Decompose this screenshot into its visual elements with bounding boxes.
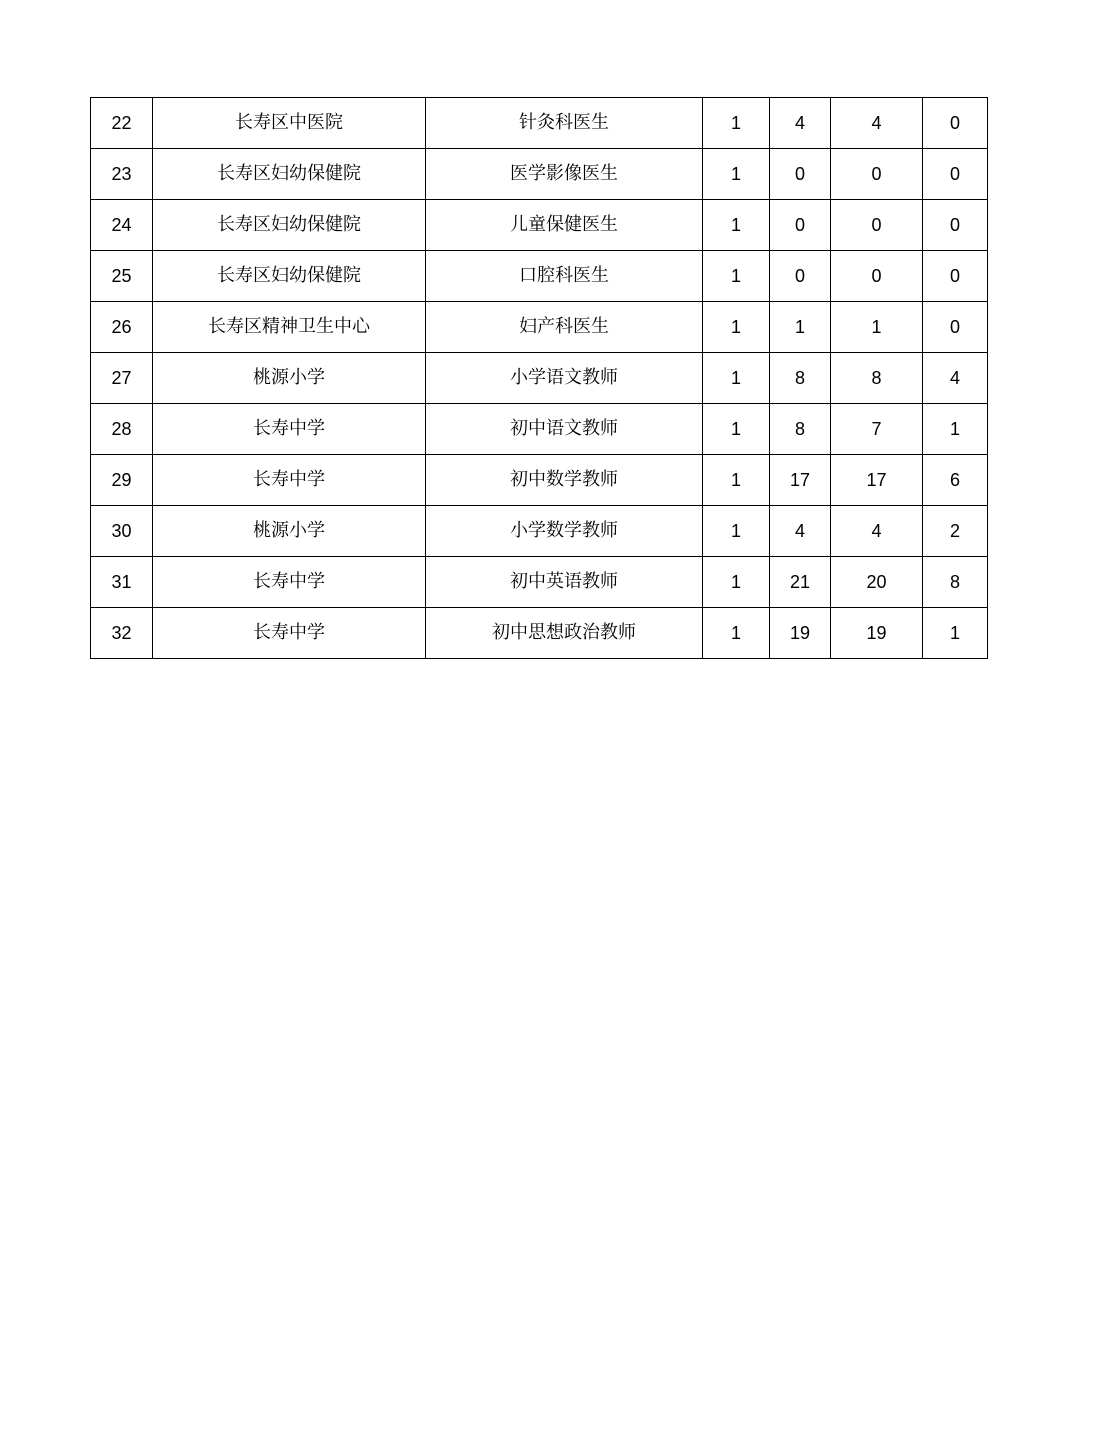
count-col-3: 19 [831,608,923,659]
table-row [91,251,988,302]
table-row [91,353,988,404]
count-col-1: 1 [703,506,770,557]
count-col-1: 1 [703,455,770,506]
row-number: 31 [91,557,153,608]
position-name: 初中语文教师 [426,404,703,455]
unit-name: 桃源小学 [153,506,426,557]
table-row [91,455,988,506]
position-name: 初中英语教师 [426,557,703,608]
count-col-4: 0 [923,98,988,149]
position-name: 初中数学教师 [426,455,703,506]
row-number: 23 [91,149,153,200]
table-row [91,98,988,149]
count-col-2: 17 [770,455,831,506]
count-col-2: 4 [770,506,831,557]
row-number: 28 [91,404,153,455]
count-col-1: 1 [703,302,770,353]
row-number: 24 [91,200,153,251]
count-col-4: 2 [923,506,988,557]
row-number: 32 [91,608,153,659]
count-col-4: 8 [923,557,988,608]
count-col-1: 1 [703,608,770,659]
position-name: 小学数学教师 [426,506,703,557]
count-col-2: 4 [770,98,831,149]
position-name: 口腔科医生 [426,251,703,302]
count-col-3: 1 [831,302,923,353]
table-row [91,557,988,608]
count-col-3: 4 [831,98,923,149]
count-col-2: 8 [770,353,831,404]
row-number: 22 [91,98,153,149]
count-col-4: 6 [923,455,988,506]
count-col-3: 7 [831,404,923,455]
position-name: 儿童保健医生 [426,200,703,251]
unit-name: 长寿中学 [153,608,426,659]
count-col-1: 1 [703,98,770,149]
count-col-3: 4 [831,506,923,557]
position-name: 小学语文教师 [426,353,703,404]
row-number: 30 [91,506,153,557]
unit-name: 长寿区精神卫生中心 [153,302,426,353]
count-col-4: 1 [923,404,988,455]
unit-name: 桃源小学 [153,353,426,404]
count-col-2: 0 [770,251,831,302]
table-row [91,149,988,200]
count-col-1: 1 [703,353,770,404]
unit-name: 长寿中学 [153,455,426,506]
row-number: 29 [91,455,153,506]
count-col-2: 1 [770,302,831,353]
unit-name: 长寿中学 [153,557,426,608]
position-name: 初中思想政治教师 [426,608,703,659]
unit-name: 长寿区妇幼保健院 [153,200,426,251]
count-col-1: 1 [703,200,770,251]
position-name: 针灸科医生 [426,98,703,149]
table-row [91,506,988,557]
row-number: 26 [91,302,153,353]
table-row [91,404,988,455]
row-number: 27 [91,353,153,404]
unit-name: 长寿区中医院 [153,98,426,149]
count-col-4: 0 [923,251,988,302]
unit-name: 长寿区妇幼保健院 [153,251,426,302]
recruitment-table [90,97,988,659]
count-col-1: 1 [703,149,770,200]
count-col-1: 1 [703,251,770,302]
position-name: 妇产科医生 [426,302,703,353]
count-col-3: 17 [831,455,923,506]
unit-name: 长寿中学 [153,404,426,455]
count-col-3: 0 [831,251,923,302]
count-col-4: 4 [923,353,988,404]
count-col-3: 8 [831,353,923,404]
count-col-2: 21 [770,557,831,608]
row-number: 25 [91,251,153,302]
count-col-4: 1 [923,608,988,659]
unit-name: 长寿区妇幼保健院 [153,149,426,200]
count-col-4: 0 [923,149,988,200]
count-col-3: 0 [831,200,923,251]
count-col-3: 0 [831,149,923,200]
count-col-2: 0 [770,149,831,200]
count-col-4: 0 [923,302,988,353]
table-row [91,302,988,353]
count-col-3: 20 [831,557,923,608]
count-col-2: 19 [770,608,831,659]
table-row [91,200,988,251]
count-col-1: 1 [703,557,770,608]
count-col-2: 8 [770,404,831,455]
table-body [91,98,988,659]
count-col-4: 0 [923,200,988,251]
count-col-1: 1 [703,404,770,455]
count-col-2: 0 [770,200,831,251]
table-row [91,608,988,659]
position-name: 医学影像医生 [426,149,703,200]
